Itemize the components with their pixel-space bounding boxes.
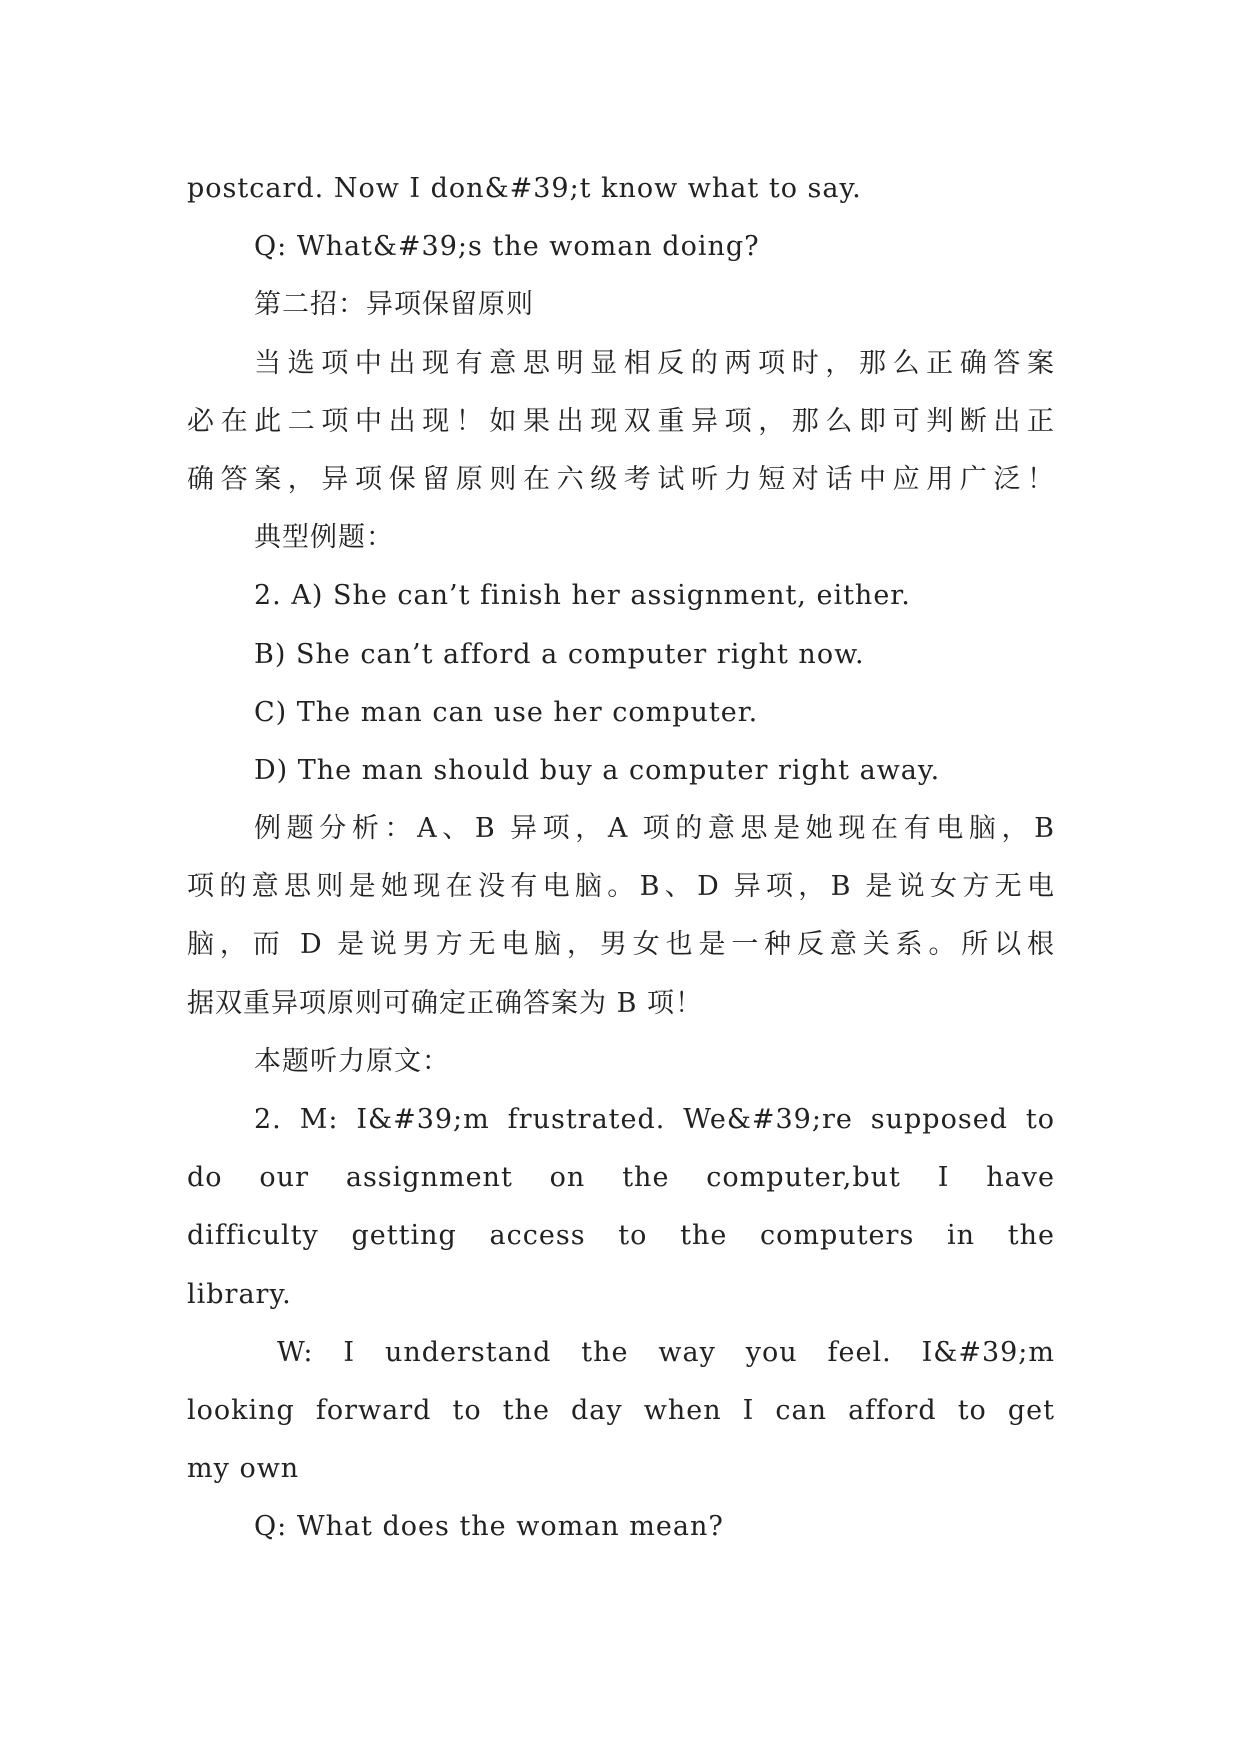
- analysis-line: 项的意思则是她现在没有电脑。B、D 异项，B 是说女方无电: [187, 871, 1055, 903]
- transcript-line: library.: [187, 1278, 292, 1310]
- paragraph-line: 必在此二项中出现！如果出现双重异项，那么即可判断出正: [187, 405, 1055, 437]
- transcript-line: do our assignment on the computer,but I have: [187, 1162, 1055, 1194]
- transcript-heading: 本题听力原文：: [254, 1045, 450, 1077]
- analysis-line: 例题分析：A、B 异项，A 项的意思是她现在有电脑，B: [254, 813, 1055, 845]
- question-line: Q: What&#39;s the woman doing?: [254, 231, 760, 263]
- transcript-line: my own: [187, 1453, 300, 1485]
- text-line: postcard. Now I don&#39;t know what to say.: [187, 173, 862, 204]
- document-page: [187, 160, 1055, 1557]
- question-line: Q: What does the woman mean?: [254, 1511, 724, 1543]
- option-line: B) She can’t afford a computer right now.: [254, 638, 865, 670]
- analysis-line: 脑，而 D 是说男方无电脑，男女也是一种反意关系。所以根: [187, 929, 1055, 961]
- option-line: C) The man can use her computer.: [254, 696, 759, 728]
- example-heading: 典型例题：: [254, 522, 394, 554]
- transcript-line: difficulty getting access to the computers in the: [187, 1220, 1055, 1252]
- section-heading: 第二招：异项保留原则: [254, 289, 534, 321]
- analysis-line: 据双重异项原则可确定正确答案为 B 项！: [187, 987, 704, 1019]
- option-line: 2. A) She can’t finish her assignment, either.: [254, 580, 911, 612]
- option-line: D) The man should buy a computer right away.: [254, 754, 941, 786]
- transcript-line: 2. M: I&#39;m frustrated. We&#39;re supposed to: [254, 1104, 1055, 1135]
- paragraph-line: 当选项中出现有意思明显相反的两项时，那么正确答案: [254, 347, 1055, 379]
- transcript-line: looking forward to the day when I can afford to get: [187, 1394, 1055, 1426]
- transcript-line: W: I understand the way you feel. I&#39;m: [277, 1336, 1055, 1368]
- paragraph-line: 确答案，异项保留原则在六级考试听力短对话中应用广泛！: [187, 463, 1055, 495]
